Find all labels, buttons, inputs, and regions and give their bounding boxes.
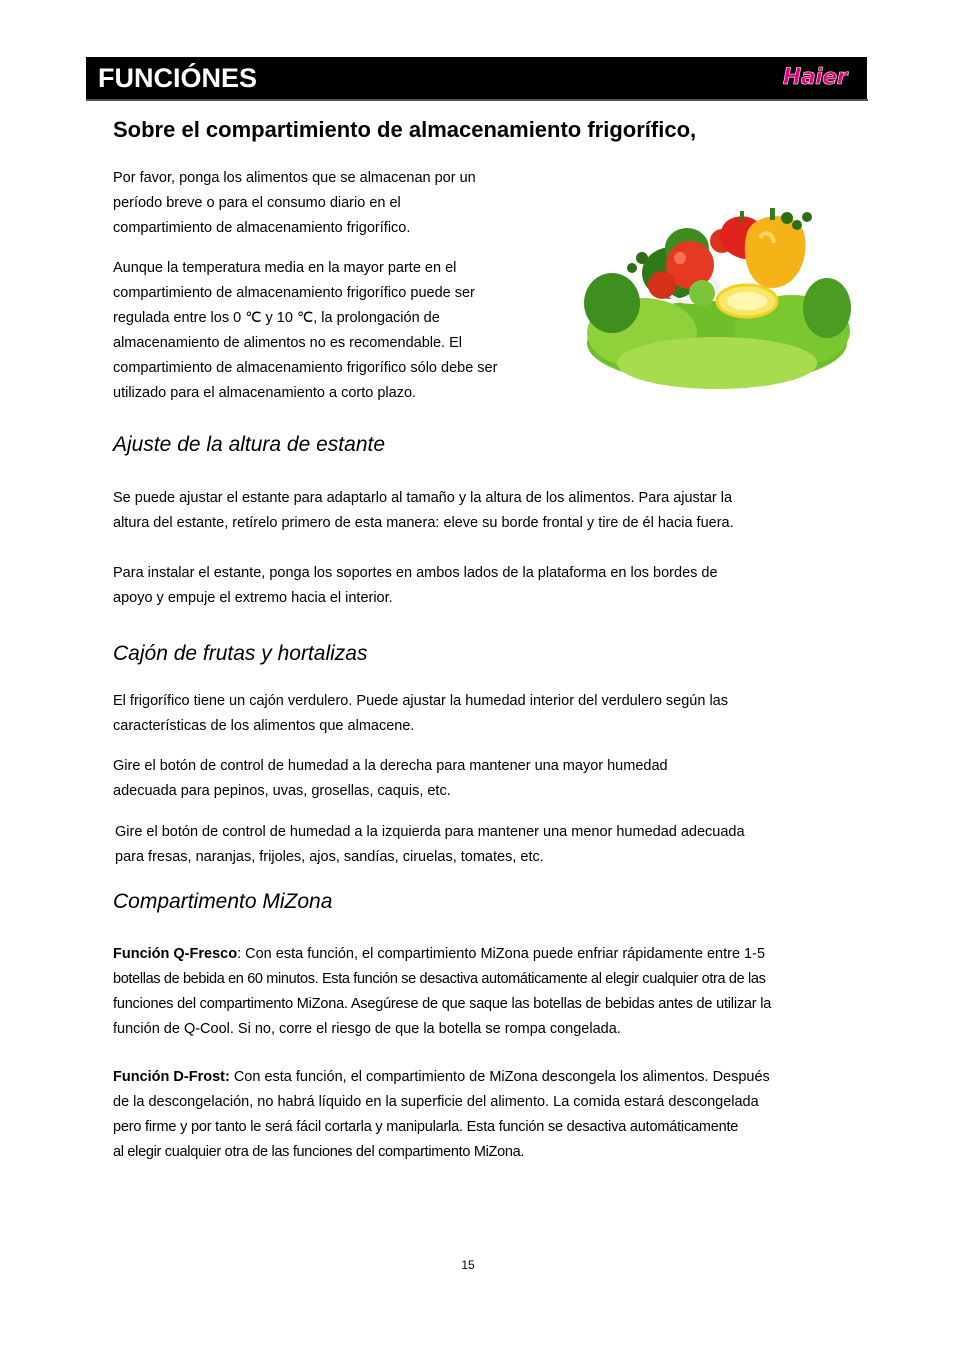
text-line: Para instalar el estante, ponga los soportes en ambos lados de la plataforma en los bordes de [113,565,718,581]
lettuce-leaves [584,228,851,389]
mizona-dfrost-paragraph [113,1065,770,1165]
text-line: Aunque la temperatura media en la mayor parte en el [113,260,457,276]
shelf-paragraph-2 [113,561,718,611]
text-line: período breve o para el consumo diario en el [113,195,401,211]
drawer-paragraph-1 [113,689,728,739]
text-line: regulada entre los 0 ℃ y 10 ℃, la prolongación de [113,310,440,326]
drawer-paragraph-2 [113,754,668,804]
text-line: botellas de bebida en 60 minutos. Esta función se desactiva automáticamente al elegir cualquier otra de las [113,971,766,987]
text-line: utilizado para el almacenamiento a corto plazo. [113,385,417,401]
text-line: compartimiento de almacenamiento frigorífico puede ser [113,285,475,301]
text-line: apoyo y empuje el extremo hacia el interior. [113,590,393,606]
text-line: compartimiento de almacenamiento frigorífico. [113,220,411,236]
text-line: : Con esta función, el compartimiento MiZona puede enfriar rápidamente entre 1-5 [237,946,766,962]
text-line: compartimiento de almacenamiento frigorífico sólo debe ser [113,360,498,376]
lime [689,280,715,306]
text-line: al elegir cualquier otra de las funciones del compartimento MiZona. [113,1144,525,1160]
vegetables-image [582,203,852,393]
text-line: pero firme y por tanto le será fácil cortarla y manipularla. Esta función se desactiva automáticamente [113,1119,739,1135]
text-line: Con esta función, el compartimiento de MiZona descongela los alimentos. Después [229,1069,770,1085]
page-section-title: FUNCIÓNES [98,63,258,93]
qfresco-label: Función Q-Fresco [113,946,238,962]
text-line: El frigorífico tiene un cajón verdulero. Puede ajustar la humedad interior del verdulero según las [113,693,728,709]
haier-logo: Haier [782,65,847,90]
shelf-paragraph-1 [113,486,734,536]
text-line: adecuada para pepinos, uvas, grosellas, caquis, etc. [113,783,451,799]
text-line: Gire el botón de control de humedad a la derecha para mantener una mayor humedad [113,758,668,774]
section-title-shelf: Ajuste de la altura de estante [113,433,386,456]
page-number: 15 [461,1258,475,1272]
mizona-qfresco-paragraph [113,942,771,1042]
text-line: almacenamiento de alimentos no es recomendable. El [113,335,463,351]
text-line: Se puede ajustar el estante para adaptarlo al tamaño y la altura de los alimentos. Para ajustar la [113,490,733,506]
tomato-small [648,271,676,299]
section-title-drawer: Cajón de frutas y hortalizas [113,642,368,665]
intro-paragraph-2 [113,256,497,406]
text-line: función de Q-Cool. Si no, corre el riesgo de que la botella se rompa congelada. [113,1021,621,1037]
drawer-paragraph-3 [115,820,745,870]
text-line: características de los alimentos que almacene. [113,718,415,734]
text-line: funciones del compartimento MiZona. Asegúrese de que saque las botellas de bebidas antes de utilizar la [113,996,772,1012]
dfrost-label: Función D-Frost: [113,1069,230,1085]
text-line: Por favor, ponga los alimentos que se almacenan por un [113,170,476,186]
text-line: Gire el botón de control de humedad a la izquierda para mantener una menor humedad adecuada [115,824,745,840]
lemon-slice [717,285,777,317]
header-bar [86,57,867,99]
main-title: Sobre el compartimiento de almacenamiento frigorífico, [113,117,697,142]
text-line: para fresas, naranjas, frijoles, ajos, sandías, ciruelas, tomates, etc. [115,849,544,865]
intro-paragraph-1 [113,166,476,241]
section-title-mizona: Compartimento MiZona [113,890,333,913]
text-line: de la descongelación, no habrá líquido en la superficie del alimento. La comida estará descongelada [113,1094,759,1110]
text-line: altura del estante, retírelo primero de esta manera: eleve su borde frontal y tire de él hacia fuera. [113,515,734,531]
